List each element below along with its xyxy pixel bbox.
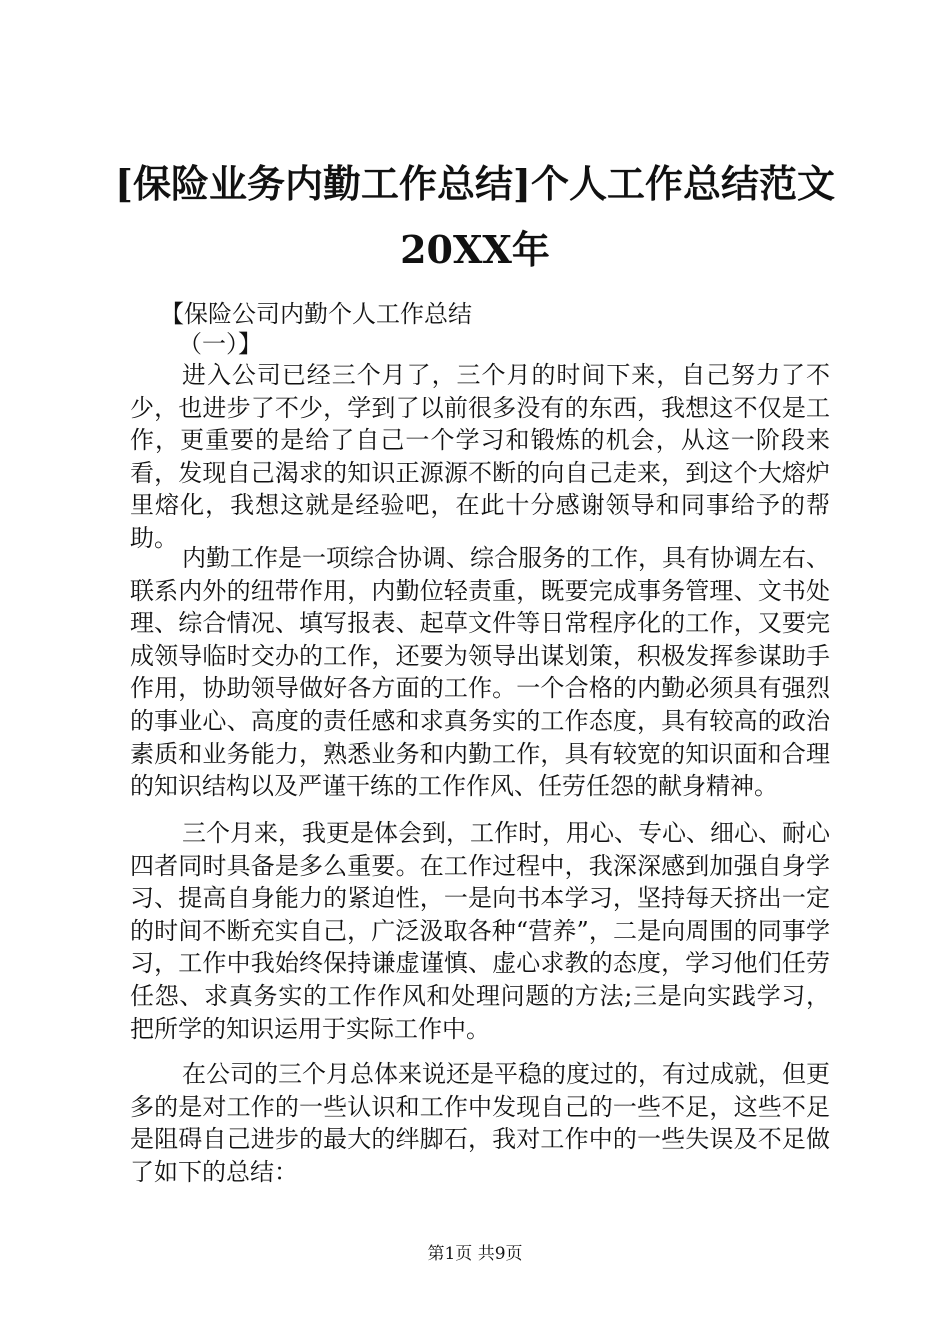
paragraph-1: 进入公司已经三个月了，三个月的时间下来，自己努力了不少，也进步了不少，学到了以前很多没有的东西，我想这不仅是工作，更重要的是给了自己一个学习和锻炼的机会，从这一阶段来看，发现自己渴求的知识正源源不断的向自己走来，到这个大熔炉里熔化，我想这就是经验吧，在此十分感谢领导和同事给予的帮助。 — [130, 361, 830, 552]
paragraph-3: 三个月来，我更是体会到，工作时，用心、专心、细心、耐心四者同时具备是多么重要。在工作过程中，我深深感到加强自身学习、提高自身能力的紧迫性，一是向书本学习，坚持每天挤出一定的时间不断充实自己，广泛汲取各种“营养”，二是向周围的同事学习，工作中我始终保持谦虚谨慎、虚心求教的态度，学习他们任劳任怨、求真务实的工作作风和处理问题的方法;三是向实践学习，把所学的知识运用于实际工作中。 — [130, 819, 830, 1043]
paragraph-4: 在公司的三个月总体来说还是平稳的度过的，有过成就，但更多的是对工作的一些认识和工作中发现自己的一些不足，这些不足是阻碍自己进步的最大的绊脚石，我对工作中的一些失误及不足做了如下的总结： — [130, 1060, 830, 1186]
section-subheading-number: （一）】 — [178, 330, 262, 358]
section-subheading: 【保险公司内勤个人工作总结 — [160, 300, 472, 328]
page-number-footer: 第1页 共9页 — [427, 1244, 523, 1264]
document-title-year: 20XX年 — [400, 227, 550, 272]
paragraph-2: 内勤工作是一项综合协调、综合服务的工作，具有协调左右、联系内外的纽带作用，内勤位轻责重，既要完成事务管理、文书处理、综合情况、填写报表、起草文件等日常程序化的工作，又要完成领导临时交办的工作，还要为领导出谋划策，积极发挥参谋助手作用，协助领导做好各方面的工作。一个合格的内勤必须具有强烈的事业心、高度的责任感和求真务实的工作态度，具有较高的政治素质和业务能力，熟悉业务和内勤工作，具有较宽的知识面和合理的知识结构以及严谨干练的工作作风、任劳任怨的献身精神。 — [130, 544, 830, 801]
document-title: [保险业务内勤工作总结]个人工作总结范文 — [115, 161, 835, 206]
